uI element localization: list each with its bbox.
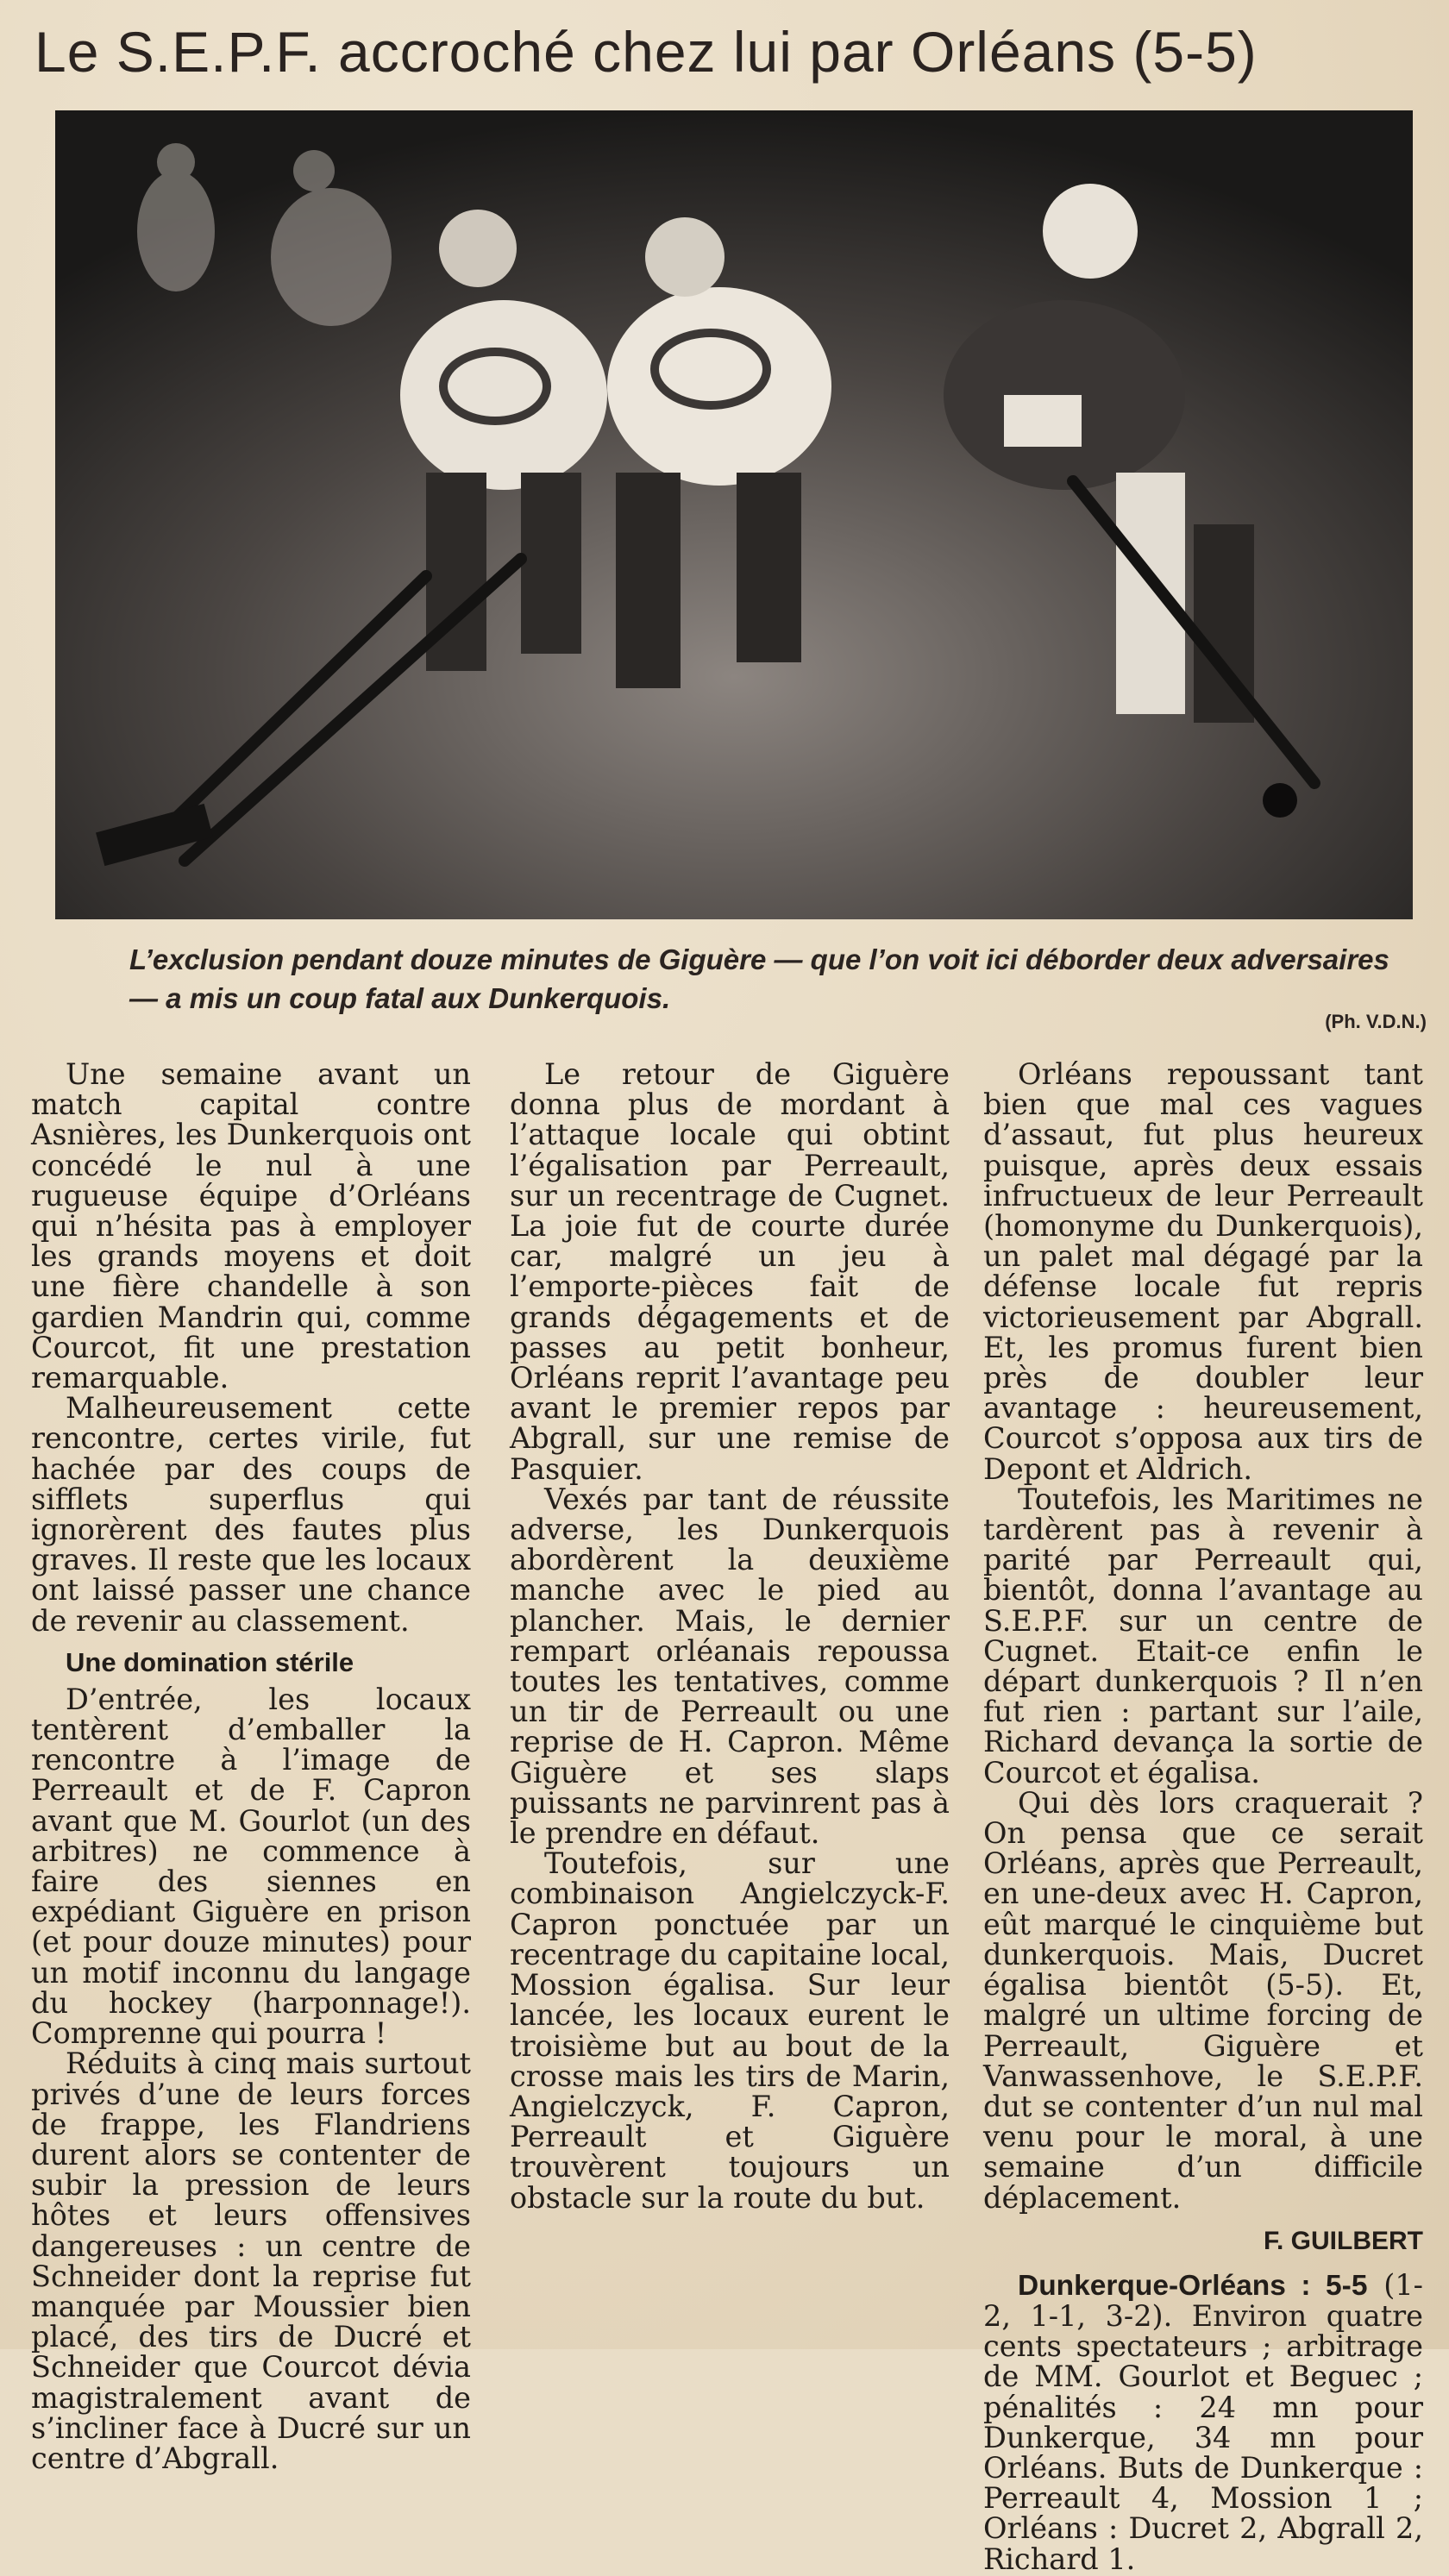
paragraph: Toutefois, les Maritimes ne tardèrent pas à revenir à parité par Perreault qui, bientôt, donna l’avantage au S.E.P.F. sur un centre de Cugnet. Etait-ce enfin le départ dunkerquois ? Il n’en fut rien : partant sur l’aile, Richard devança la sortie de Courcot et égalisa. (983, 1482, 1423, 1789)
subheading: Une domination stérile (66, 1646, 354, 1677)
text-column-3 (983, 1059, 1423, 2574)
text-column-1 (31, 1059, 471, 2473)
paragraph: D’entrée, les locaux tentèrent d’emballer la rencontre à l’image de Perreault et de F. Capron avant que M. Gourlot (un des arbitres) ne commence à faire des siennes en expédiant Giguère en prison (et pour douze minutes) pour un motif inconnu du langage du hockey (harponnage!). Comprenne qui pourra ! (31, 1682, 471, 2051)
hockey-photo (55, 110, 1413, 919)
paragraph: Malheureusement cette rencontre, certes virile, fut hachée par des coups de sifflets superflus qui ignorèrent des fautes plus graves. Il reste que les locaux ont laissé passer une chance de revenir au classement. (31, 1391, 471, 1638)
paragraph: Le retour de Giguère donna plus de mordant à l’attaque locale qui obtint l’égalisation par Perreault, sur un recentrage de Cugnet. La joie fut de courte durée car, malgré un jeu à l’emporte-pièces fait de grands dégagements et de passes au petit bonheur, Orléans reprit l’avantage peu avant le premier repos par Abgrall, sur une remise de Pasquier. (510, 1057, 950, 1486)
text-column-2 (510, 1059, 950, 2213)
photo-credit: (Ph. V.D.N.) (1325, 1011, 1427, 1032)
result-details: (1-2, 1-1, 3-2). Environ quatre cents spectateurs ; arbitrage de MM. Gourlot et Beguec ; pénalités : 24 mn pour Dunkerque, 34 mn pour Orléans. Buts de Dunkerque : Perreault 4, Mossion 1 ; Orléans : Ducret 2, Abgrall 2, Richard 1. (983, 2267, 1423, 2576)
paragraph: Orléans repoussant tant bien que mal ces vagues d’assaut, fut plus heureux puisque, après deux essais infructueux de leur Perreault (homonyme du Dunkerquois), un palet mal dégagé par la défense locale fut repris victorieusement par Abgrall. Et, les promus furent bien près de doubler leur avantage : heureusement, Courcot s’opposa aux tirs de Depont et Aldrich. (983, 1057, 1423, 1486)
result-title: Dunkerque-Orléans : 5-5 (1018, 2269, 1368, 2302)
photo-caption: L’exclusion pendant douze minutes de Giguère — que l’on voit ici déborder deux adversaires — a mis un coup fatal aux Dunkerquois. (129, 943, 1389, 1014)
paragraph: Qui dès lors craquerait ? On pensa que ce serait Orléans, après que Perreault, en une-deux avec H. Capron, eût marqué le cinquième but dunkerquois. Mais, Ducret égalisa bientôt (5-5). Et, malgré un ultime forcing de Perreault, Giguère et Vanwassenhove, le S.E.P.F. dut se contenter d’un nul mal venu pour le moral, à une semaine d’un difficile déplacement. (983, 1785, 1423, 2215)
author-signature: F. GUILBERT (1264, 2226, 1423, 2255)
paragraph: Vexés par tant de réussite adverse, les Dunkerquois abordèrent la deuxième manche avec le pied au plancher. Mais, le dernier rempart orléanais repoussa toutes les tentatives, comme un tir de Perreault ou une reprise de H. Capron. Même Giguère et ses slaps puissants ne parvinrent pas à le prendre en défaut. (510, 1482, 950, 1851)
headline: Le S.E.P.F. accroché chez lui par Orléans (5-5) (34, 20, 1258, 84)
paragraph: Une semaine avant un match capital contre Asnières, les Dunkerquois ont concédé le nul à une rugueuse équipe d’Orléans qui n’hésita pas à employer les grands moyens et doit une fière chandelle à son gardien Mandrin qui, comme Courcot, fit une prestation remarquable. (31, 1057, 471, 1395)
match-result (983, 2267, 1423, 2576)
hockey-players-illustration (55, 110, 1413, 919)
paragraph: Réduits à cinq mais surtout privés d’une de leurs forces de frappe, les Flandriens durent alors se contenter de subir la pression de leurs hôtes et leurs offensives dangereuses : un centre de Schneider dont la reprise fut manquée par Moussier bien placé, des tirs de Ducré et Schneider que Courcot dévia magistralement avant de s’incliner face à Ducré sur un centre d’Abgrall. (31, 2046, 471, 2475)
paragraph: Toutefois, sur une combinaison Angielczyck-F. Capron ponctuée par un recentrage du capitaine local, Mossion égalisa. Sur leur lancée, les locaux eurent le troisième but au bout de la crosse mais les tirs de Marin, Angielczyck, F. Capron, Perreault et Giguère trouvèrent toujours un obstacle sur la route du but. (510, 1846, 950, 2215)
